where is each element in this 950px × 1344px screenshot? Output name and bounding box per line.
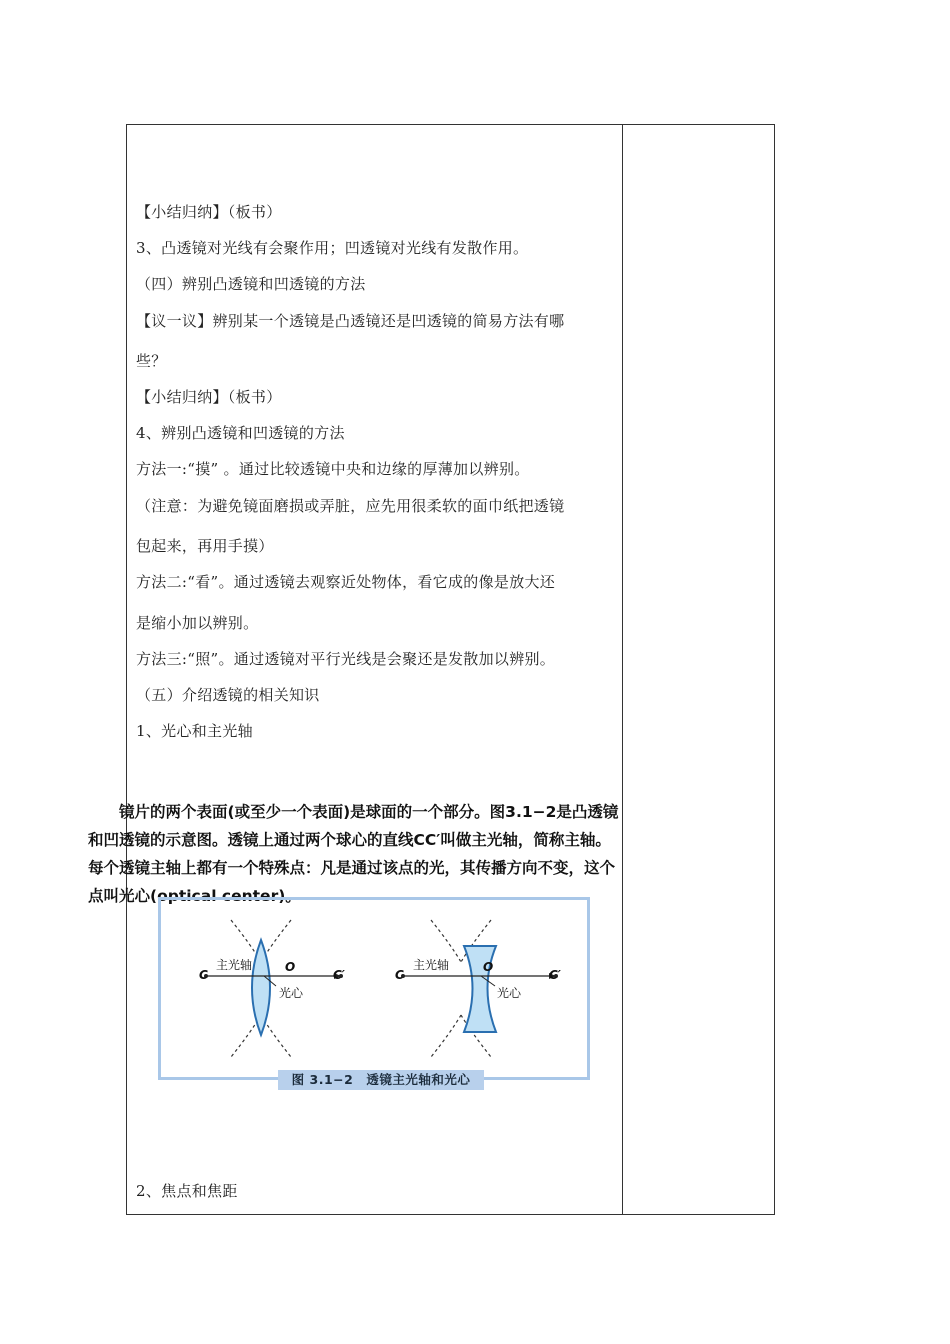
text-line-method-1: 方法一:“摸” 。通过比较透镜中央和边缘的厚薄加以辨别。 bbox=[136, 460, 530, 478]
excerpt-line: 镜片的两个表面(或至少一个表面)是球面的一个部分。图3.1−2是凸透镜 bbox=[88, 803, 619, 821]
main-axis-label: 主光轴 bbox=[413, 958, 450, 972]
text-line-discuss-cont: 些？ bbox=[136, 352, 167, 370]
concave-lens-shape bbox=[464, 946, 496, 1032]
text-line-optical-center: 1、光心和主光轴 bbox=[136, 722, 253, 740]
point-o-label: O bbox=[285, 960, 296, 974]
text-line-methods-title: 4、辨别凸透镜和凹透镜的方法 bbox=[136, 424, 345, 442]
text-line-section-4: （四）辨别凸透镜和凹透镜的方法 bbox=[136, 275, 366, 293]
point-c-label: C bbox=[199, 968, 208, 982]
convex-lens bbox=[204, 920, 343, 1057]
text-line-note: （注意：为避免镜面磨损或弄脏，应先用很柔软的面巾纸把透镜 bbox=[136, 497, 565, 515]
concave-lens bbox=[401, 920, 558, 1057]
text-line-method-2-cont: 是缩小加以辨别。 bbox=[136, 614, 259, 632]
text-line-method-2: 方法二:“看”。通过透镜去观察近处物体，看它成的像是放大还 bbox=[136, 573, 556, 591]
main-axis-label: 主光轴 bbox=[216, 958, 253, 972]
textbook-excerpt bbox=[88, 798, 668, 910]
lens-diagram bbox=[161, 900, 587, 1077]
text-line-convex-concave-effect: 3、凸透镜对光线有会聚作用；凹透镜对光线有发散作用。 bbox=[136, 239, 529, 257]
point-c-label: C bbox=[395, 968, 404, 982]
text-line-summary-2: 【小结归纳】（板书） bbox=[136, 388, 282, 406]
text-line-discuss: 【议一议】辨别某一个透镜是凸透镜还是凹透镜的简易方法有哪 bbox=[136, 312, 565, 330]
optical-center-label: 光心 bbox=[497, 986, 522, 1000]
figure-caption: 图 3.1−2 透镜主光轴和光心 bbox=[278, 1070, 484, 1090]
point-c-prime-label: C′ bbox=[333, 968, 345, 982]
excerpt-line: 和凹透镜的示意图。透镜上通过两个球心的直线CC′叫做主光轴，简称主轴。 bbox=[88, 831, 611, 849]
text-line-method-3: 方法三:“照”。通过透镜对平行光线是会聚还是发散加以辨别。 bbox=[136, 650, 556, 668]
point-o-label: O bbox=[483, 960, 494, 974]
optical-center-label: 光心 bbox=[279, 986, 304, 1000]
text-line-note-cont: 包起来，再用手摸） bbox=[136, 537, 274, 555]
lens-figure bbox=[158, 897, 590, 1080]
table-column-divider bbox=[622, 124, 623, 1215]
excerpt-line: 点叫光心(optical center)。 bbox=[88, 887, 301, 905]
text-line-summary-1: 【小结归纳】（板书） bbox=[136, 203, 282, 221]
point-c-prime-label: C′ bbox=[549, 968, 561, 982]
convex-lens-shape bbox=[252, 940, 270, 1035]
excerpt-line: 每个透镜主轴上都有一个特殊点：凡是通过该点的光，其传播方向不变，这个 bbox=[88, 859, 616, 877]
text-line-section-5: （五）介绍透镜的相关知识 bbox=[136, 686, 320, 704]
text-line-focus: 2、焦点和焦距 bbox=[136, 1182, 238, 1200]
